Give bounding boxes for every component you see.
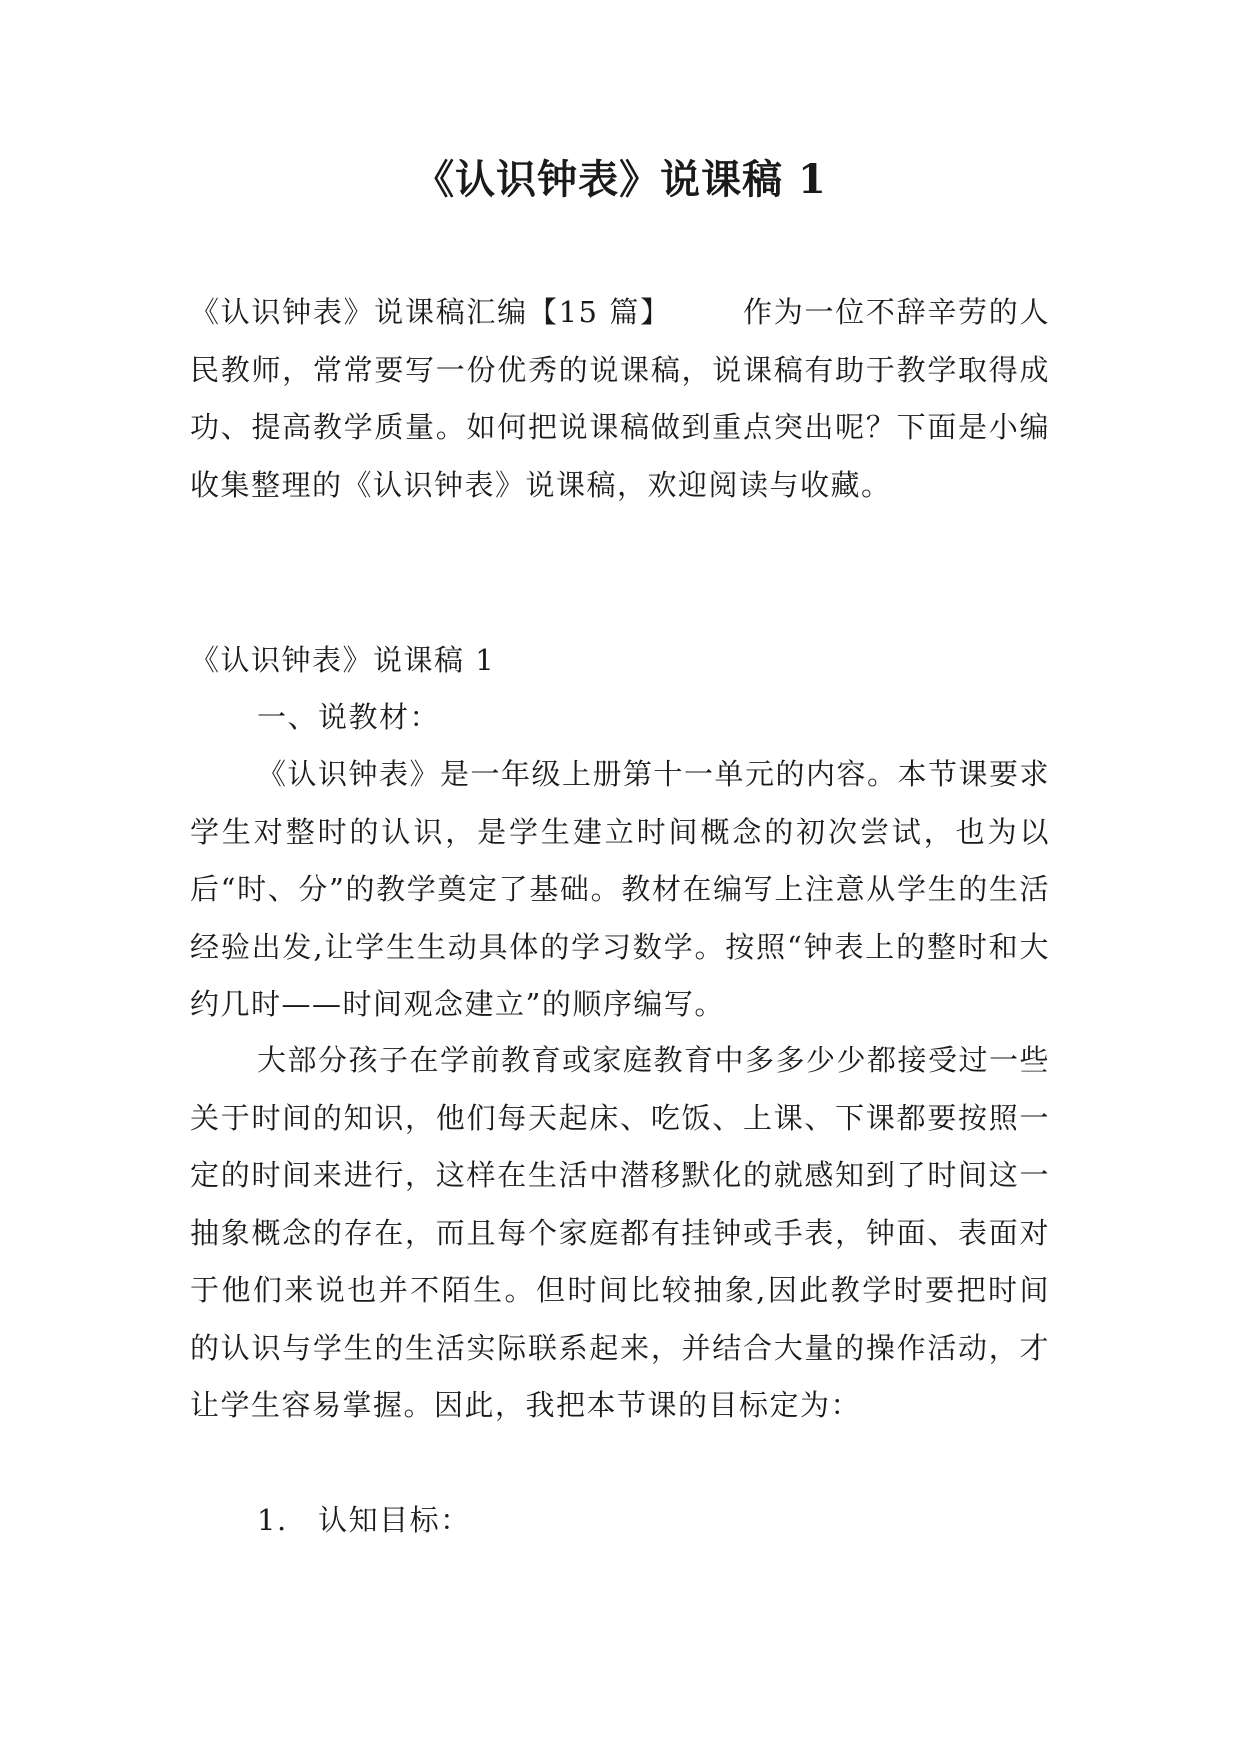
body-paragraph: 大部分孩子在学前教育或家庭教育中多多少少都接受过一些关于时间的知识，他们每天起床、吃饭、上课、下课都要按照一定的时间来进行，这样在生活中潜移默化的就感知到了时间这一抽象概念的存在，而且每个家庭都有挂钟或手表，钟面、表面对于他们来说也并不陌生。但时间比较抽象,因此教学时要把时间的认识与学生的生活实际联系起来，并结合大量的操作活动，才让学生容易掌握。因此，我把本节课的目标定为：: [190, 1043, 1051, 1422]
document-title: 《认识钟表》说课稿 1: [414, 156, 827, 203]
section-heading: 一、说教材：: [257, 700, 441, 734]
intro-text: 作为一位不辞辛劳的人民教师，常常要写一份优秀的说课稿，说课稿有助于教学取得成功、提高教学质量。如何把说课稿做到重点突出呢？下面是小编收集整理的《认识钟表》说课稿，欢迎阅读与收藏。: [190, 295, 1050, 502]
intro-collection-title: 《认识钟表》说课稿汇编【15 篇】: [190, 295, 671, 329]
list-item: 1. 认知目标：: [257, 1503, 471, 1537]
intro-paragraph: [190, 284, 1050, 514]
section-title: 《认识钟表》说课稿 1: [190, 643, 496, 677]
body-paragraph: 《认识钟表》是一年级上册第十一单元的内容。本节课要求学生对整时的认识，是学生建立时间概念的初次尝试，也为以后“时、分”的教学奠定了基础。教材在编写上注意从学生的生活经验出发,让学生生动具体的学习数学。按照“钟表上的整时和大约几时——时间观念建立”的顺序编写。: [190, 757, 1051, 1021]
